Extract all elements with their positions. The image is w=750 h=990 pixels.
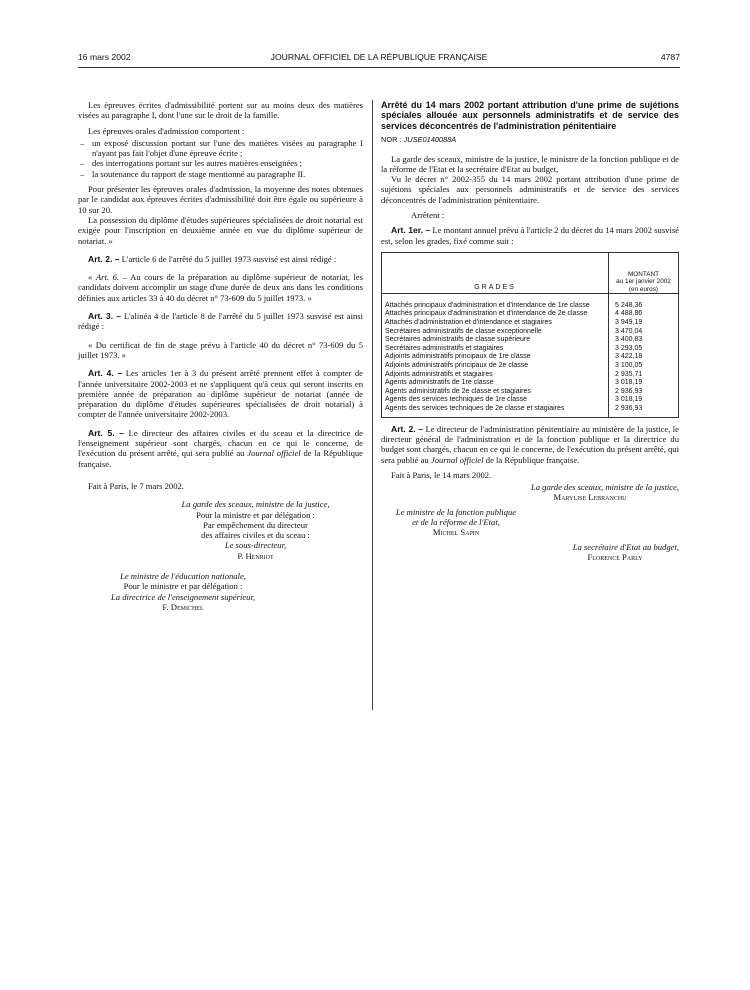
grade-cell: Agents des services techniques de 2e classe et stagiaires [382, 405, 609, 417]
article-label: Art. 5. – [88, 427, 125, 438]
signature-block-budget [521, 542, 679, 563]
header-journal-title: JOURNAL OFFICIEL DE LA RÉPUBLIQUE FRANÇAISE [270, 52, 488, 62]
article-label: Art. 4. – [88, 368, 123, 379]
arretent: Arrêtent : [411, 210, 445, 220]
amount-cell: 3 400,83 [609, 336, 679, 345]
grade-cell: Attachés d'administration et d'intendance et stagiaires [382, 319, 609, 328]
article-text: de la République française. [483, 454, 580, 465]
signatory-name: P. Henriot [237, 550, 274, 561]
signature-line: des affaires civiles et du sceau : [201, 530, 310, 541]
signatory-name: F. Demichel [162, 601, 204, 612]
column-header-montant [609, 252, 679, 293]
column-separator [372, 100, 373, 710]
grade-cell: Attachés principaux d'administration et d'intendance de 1re classe [382, 293, 609, 310]
article-text: Les articles 1er à 3 du présent arrêté prennent effet à compter de l'année universitaire 2002-2003 et ne s'appliquent qu'à ceux qui seront inscrits en première année de préparation au diplôme supérieur de notariat (année de préparation du diplôme d'études supérieures spécialisées de droit notarial) à compter de l'année universitaire 2002-2003. [78, 368, 363, 420]
epreuves-list [78, 138, 363, 179]
amount-cell: 3 422,18 [609, 353, 679, 362]
grade-cell: Agents administratifs de 1re classe [382, 379, 609, 388]
table-row [382, 362, 679, 371]
signatory-name: Marylise Lebranchu [553, 492, 627, 503]
article-2-right [381, 424, 679, 465]
signature-title: La garde des sceaux, ministre de la justice, [530, 482, 679, 493]
table-row [382, 405, 679, 417]
column-header-grades: GRADES [382, 252, 609, 293]
article-1 [381, 225, 679, 246]
list-item: – la soutenance du rapport de stage mentionné au paragraphe II. [78, 169, 363, 179]
list-item: – des interrogations portant sur les autres matières enseignées ; [78, 158, 363, 168]
table-row [382, 310, 679, 319]
left-column [78, 100, 363, 612]
grade-cell: Agents administratifs de 2e classe et stagiaires [382, 388, 609, 397]
amount-cell: 3 100,05 [609, 362, 679, 371]
table-row [382, 353, 679, 362]
right-column [381, 100, 679, 562]
grades-table [381, 252, 679, 418]
journal-officiel-ref: Journal officiel [430, 454, 484, 465]
grade-cell: Secrétaires administratifs de classe exceptionnelle [382, 328, 609, 337]
quote-open: « [88, 272, 96, 283]
amount-cell: 2 936,93 [609, 388, 679, 397]
header-line: MONTANT [627, 271, 660, 279]
header-line: (en euros) [628, 285, 659, 293]
article-text: de la République française. [78, 448, 363, 469]
amount-cell: 4 488,86 [609, 310, 679, 319]
left-paragraph-2: Les épreuves orales d'admission comportent : [88, 125, 245, 136]
amount-cell: 3 470,04 [609, 328, 679, 337]
amount-cell: 3 018,19 [609, 379, 679, 388]
article-text: – Au cours de la préparation au diplôme supérieur de notariat, les candidats doivent accomplir un stage d'une durée de deux ans dans les conditions définies aux articles 33 à 40 du décret n° 73-609 du 5 juillet 1973. » [78, 272, 363, 303]
signature-block-justice-right [461, 482, 679, 503]
signature-line: Pour la ministre et par délégation : [196, 509, 315, 520]
table-row [382, 293, 679, 310]
signature-line: Par empêchement du directeur [203, 519, 308, 530]
signature-title: Le ministre de l'éducation nationale, [120, 570, 246, 581]
amount-cell: 3 018,19 [609, 396, 679, 405]
article-label: Art. 2. – [88, 253, 120, 264]
header-rule [78, 67, 680, 68]
signature-title: La garde des sceaux, ministre de la justice, [181, 499, 330, 510]
grade-cell: Adjoints administratifs principaux de 1re classe [382, 353, 609, 362]
signatory-name: Florence Parly [587, 551, 643, 562]
table-row [382, 345, 679, 354]
nor-reference [381, 135, 679, 145]
table-row [382, 328, 679, 337]
fait-a-paris-right: Fait à Paris, le 14 mars 2002. [391, 469, 492, 480]
list-item: – un exposé discussion portant sur l'une des matières visées au paragraphe I n'ayant pas fait l'objet d'une épreuve écrite ; [78, 138, 363, 159]
article-text: Le directeur de l'administration pénitentiaire au ministère de la justice, le directeur général de l'administration et de la fonction publique et la directrice du budget sont chargés, chacun en ce qui le concerne, de l'exécution du présent arrêté, qui sera publié au [381, 423, 679, 465]
article-3 [78, 311, 363, 332]
signature-title: La secrétaire d'Etat au budget, [572, 541, 679, 552]
fait-a-paris: Fait à Paris, le 7 mars 2002. [88, 480, 184, 491]
header-date: 16 mars 2002 [78, 52, 131, 62]
article-label: Art. 2. – [391, 423, 424, 434]
table-body [382, 293, 679, 417]
amount-cell: 2 936,93 [609, 405, 679, 417]
nor-code: JUSE0140088A [403, 135, 457, 145]
signature-block-education [78, 571, 288, 612]
left-paragraph-4: La possession du diplôme d'études supérieures spécialisées de droit notarial est exigée pour l'inscription en deuxième année en vue du diplôme supérieur de notariat. » [78, 214, 363, 246]
right-paragraph-2: Vu le décret n° 2002-355 du 14 mars 2002 portant attribution d'une prime de sujétions spéciales aux personnels administratifs et de service des services déconcentrés de l'administration pénitentiaire. [381, 174, 679, 205]
grade-cell: Agents des services techniques de 1re classe [382, 396, 609, 405]
table-header-row [382, 252, 679, 293]
amount-cell: 3 293,05 [609, 345, 679, 354]
amount-cell: 5 248,36 [609, 293, 679, 310]
signature-line: La directrice de l'enseignement supérieur, [111, 591, 255, 602]
signature-title: et de la réforme de l'Etat, [412, 516, 500, 527]
table-row [382, 336, 679, 345]
grade-cell: Secrétaires administratifs et stagiaires [382, 345, 609, 354]
article-label: Art. 6. [95, 272, 120, 283]
grade-cell: Adjoints administratifs principaux de 2e classe [382, 362, 609, 371]
table-row [382, 396, 679, 405]
article-text: Le directeur des affaires civiles et du sceau et la directrice de l'enseignement supérieur sont chargés, chacun en ce qui le concerne, de l'exécution du présent arrêté, qui sera publié au [78, 427, 363, 459]
table-row [382, 379, 679, 388]
arrete-title: Arrêté du 14 mars 2002 portant attribution d'une prime de sujétions spéciales allouée aux personnels administratifs et de service des services déconcentrés de l'administration pénitentiaire [381, 100, 679, 131]
grade-cell: Adjoints administratifs et stagiaires [382, 371, 609, 380]
table-row [382, 319, 679, 328]
signature-line: Le sous-directeur, [224, 540, 287, 551]
grade-cell: Secrétaires administratifs de classe supérieure [382, 336, 609, 345]
amount-cell: 2 935,71 [609, 371, 679, 380]
table-row [382, 371, 679, 380]
article-3-quote: « Du certificat de fin de stage prévu à l'article 40 du décret n° 73-609 du 5 juillet 1973. » [78, 339, 363, 360]
signature-title: Le ministre de la fonction publique [395, 506, 517, 517]
article-6-quote [78, 272, 363, 303]
left-paragraph-1: Les épreuves écrites d'admissibilité portent sur au moins deux des matières visées au paragraphe I, dont l'une sur le droit de la famille. [78, 100, 363, 121]
article-text: Le montant annuel prévu à l'article 2 du décret du 14 mars 2002 susvisé est, selon les grades, fixé comme suit : [381, 225, 680, 246]
header-page-number: 4787 [660, 52, 680, 62]
header-line: au 1er janvier 2002 [616, 278, 671, 286]
article-label: Art. 3. – [88, 311, 121, 322]
right-paragraph-1: La garde des sceaux, ministre de la justice, le ministre de la fonction publique et de la réforme de l'Etat et la secrétaire d'Etat au budget, [381, 153, 679, 174]
left-paragraph-3: Pour présenter les épreuves orales d'admission, la moyenne des notes obtenues par le candidat aux épreuves écrites d'admissibilité doit être égale ou supérieure à 10 sur 20. [78, 184, 363, 215]
article-text: L'article 6 de l'arrêté du 5 juillet 1973 susvisé est ainsi rédigé : [119, 253, 337, 264]
signature-block-fonction-publique [381, 507, 531, 538]
signature-line: Pour le ministre et par délégation : [123, 581, 243, 592]
nor-label: NOR : [381, 135, 404, 145]
signature-block-justice [148, 499, 363, 561]
grade-cell: Attachés principaux d'administration et d'intendance de 2e classe [382, 310, 609, 319]
amount-cell: 3 949,19 [609, 319, 679, 328]
article-5 [78, 428, 363, 469]
article-2 [78, 254, 363, 264]
table-row [382, 388, 679, 397]
journal-officiel-ref: Journal officiel [247, 448, 301, 459]
article-text: L'alinéa 4 de l'article 8 de l'arrêté du 5 juillet 1973 susvisé est ainsi rédigé : [78, 311, 363, 332]
article-4 [78, 368, 363, 419]
page-header [78, 52, 680, 66]
article-label: Art. 1er. – [391, 225, 431, 236]
signatory-name: Michel Sapin [432, 527, 480, 538]
